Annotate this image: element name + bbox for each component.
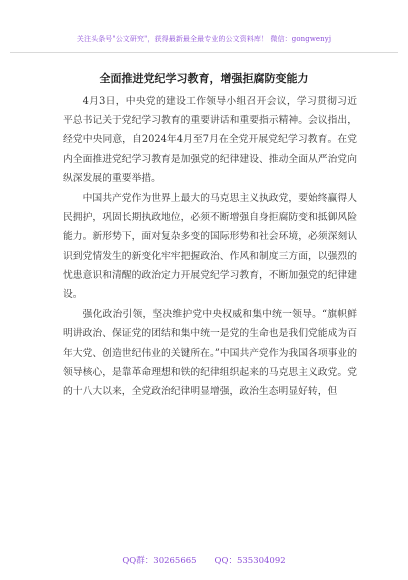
header-banner-text: 关注头条号"公文研究"，获得最新最全最专业的公文资料库！ 微信：gongwenyj (76, 35, 332, 43)
document-title: 全面推进党纪学习教育，增强拒腐防变能力 (99, 72, 309, 85)
paragraph: 中国共产党作为世界上最大的马克思主义执政党，要始终赢得人民拥护，巩固长期执政地位，必须不断增强自身拒腐防变和抵御风险能力。新形势下，面对复杂多变的国际形势和社会环境，必须深刻认识到党情发生的新变化牢牢把握政治、作风和制度三方面，以强烈的忧患意识和清醒的政治定力开展党纪学习教育，不断加强党的纪律建设。 (63, 193, 357, 301)
footer-qq-group: QQ群：30265665 (122, 556, 197, 566)
header-divider (10, 52, 398, 53)
page-footer (0, 554, 408, 566)
paragraph: 强化政治引领，坚决维护党中央权威和集中统一领导。“旗帜鲜明讲政治、保证党的团结和集中统一是党的生命也是我们党能成为百年大党、创造世纪伟业的关键所在。”中国共产党作为我国各项事业的领导核心，是靠革命理想和铁的纪律组织起来的马克思主义政党。党的十八大以来，全党政治纪律明显增强，政治生态明显好转，但 (63, 309, 358, 398)
footer-qq-contact: QQ：535304092 (214, 556, 286, 566)
paragraph: 4月3日，中央党的建设工作领导小组召开会议，学习贯彻习近平总书记关于党纪学习教育的重要讲话和重要指示精神。会议指出，经党中央同意，自2024年4月至7月在全党开展党纪学习教育。在党内全面推进党纪学习教育是加强党的纪律建设、推动全面从严治党向纵深发展的重要举措。 (63, 96, 357, 184)
page-header (0, 0, 408, 64)
document-body (63, 92, 357, 401)
